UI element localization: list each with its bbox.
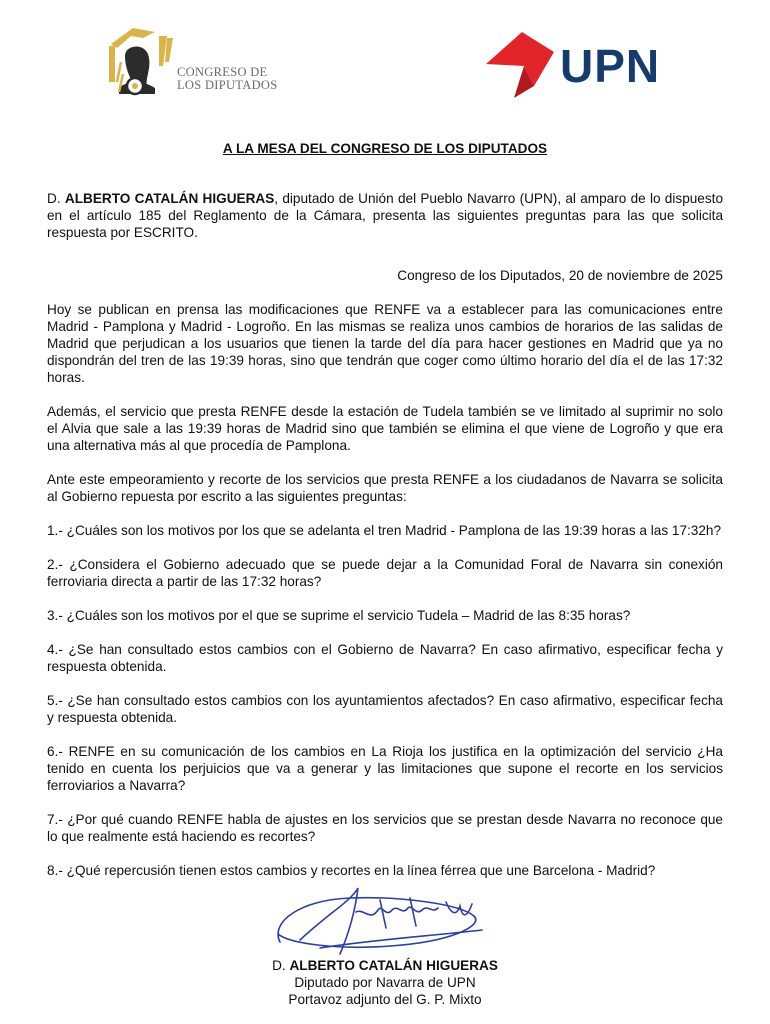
body-paragraph: Ante este empeoramiento y recorte de los servicios que presta RENFE a los ciudadanos de Navarra se solicita al Gobierno repuesta por escrito a las siguientes preguntas: [47, 472, 723, 504]
body-paragraph: Además, el servicio que presta RENFE desde la estación de Tudela también se ve limitado al suprimir no solo el Alvia que sale a las 19:39 horas de Madrid sino que también se elimina el que viene de Logroño y que era una alternativa más al que procedía de Pamplona. [47, 404, 723, 453]
question-5: 5.- ¿Se han consultado estos cambios con los ayuntamientos afectados? En caso afirmativo, especificar fecha y respuesta obtenida. [47, 693, 723, 725]
question-7: 7.- ¿Por qué cuando RENFE habla de ajustes en los servicios que se prestan desde Navarra no reconoce que lo que realmente está haciendo es recortes? [47, 812, 723, 844]
question-3: 3.- ¿Cuáles son los motivos por el que se suprime el servicio Tudela – Madrid de las 8:35 horas? [47, 608, 631, 623]
congreso-logo-line2: LOS DIPUTADOS [177, 78, 278, 92]
intro-paragraph [47, 190, 723, 241]
question-4: 4.- ¿Se han consultado estos cambios con el Gobierno de Navarra? En caso afirmativo, especificar fecha y respuesta obtenida. [47, 642, 723, 674]
signatory-name: ALBERTO CATALÁN HIGUERAS [289, 958, 498, 973]
congreso-logo-line1: CONGRESO DE [177, 65, 268, 79]
upn-logo [484, 30, 664, 102]
congreso-logo-text [177, 66, 277, 92]
upn-logo-text: UPN [560, 40, 661, 92]
upn-red-arrow-icon [484, 30, 556, 102]
document-body [47, 190, 723, 896]
congreso-logo [103, 22, 283, 102]
intro-prefix: D. [47, 191, 65, 206]
letterhead [0, 0, 770, 110]
signature-block [180, 882, 590, 1022]
congreso-lion-emblem-icon [103, 22, 175, 100]
signatory-position: Portavoz adjunto del G. P. Mixto [288, 992, 482, 1007]
document-heading: A LA MESA DEL CONGRESO DE LOS DIPUTADOS [222, 141, 548, 156]
question-8: 8.- ¿Qué repercusión tienen estos cambios y recortes en la línea férrea que une Barcelona - Madrid? [47, 863, 656, 878]
signatory-prefix: D. [272, 958, 290, 973]
question-2: 2.- ¿Considera el Gobierno adecuado que se puede dejar a la Comunidad Foral de Navarra sin conexión ferroviaria directa a partir de las 17:32 horas? [47, 557, 723, 589]
handwritten-signature [260, 882, 490, 960]
signatory-role: Diputado por Navarra de UPN [294, 975, 476, 990]
signatory-name-line [180, 957, 590, 974]
date-line: Congreso de los Diputados, 20 de noviembre de 2025 [397, 268, 723, 283]
question-6: 6.- RENFE en su comunicación de los cambios en La Rioja los justifica en la optimización del servicio ¿Ha tenido en cuenta los perjuicios que va a generar y las limitaciones que supone el recorte en los servicios ferroviarios a Navarra? [47, 744, 723, 793]
intro-name: ALBERTO CATALÁN HIGUERAS [64, 191, 275, 206]
question-1: 1.- ¿Cuáles son los motivos por los que se adelanta el tren Madrid - Pamplona de las 19:39 horas a las 17:32h? [47, 523, 722, 538]
signature-lines [180, 957, 590, 1008]
body-paragraph: Hoy se publican en prensa las modificaciones que RENFE va a establecer para las comunicaciones entre Madrid - Pamplona y Madrid - Logroño. En las mismas se realiza unos cambios de horarios de las salidas de Madrid que perjudican a los usuarios que tienen la tarde del día para hacer gestiones en Madrid que ya no dispondrán del tren de las 19:39 horas, sino que tendrán que coger como último horario del día el de las 17:32 horas. [47, 302, 723, 385]
intro-text: , diputado de Unión del Pueblo Navarro (UPN), al amparo de lo dispuesto en el artículo 185 del Reglamento de la Cámara, presenta las siguientes preguntas para las que solicita respuesta por ESCRITO. [47, 191, 724, 240]
